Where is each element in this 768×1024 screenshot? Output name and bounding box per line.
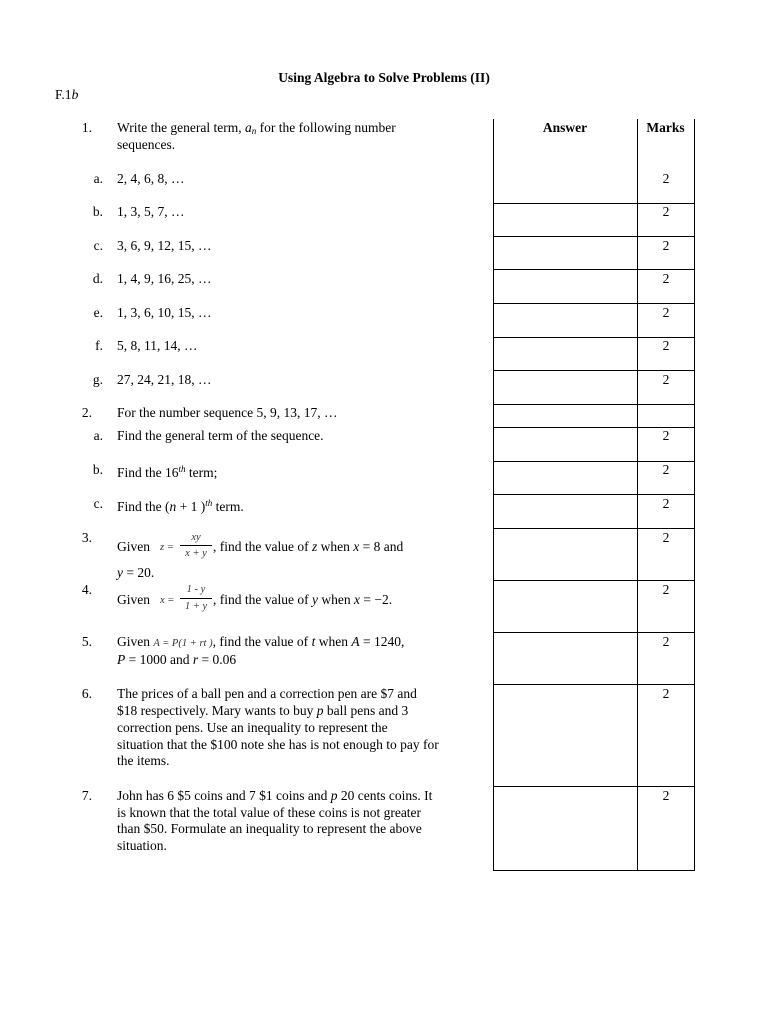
marks-value: 2 xyxy=(662,582,670,597)
term-symbol: a xyxy=(245,120,252,135)
marks-value: 2 xyxy=(662,462,670,477)
table-left-border xyxy=(493,119,494,871)
item-text-part: Find the ( xyxy=(117,499,170,514)
item-letter: b. xyxy=(92,204,103,219)
question-text-part: , find the value of xyxy=(212,634,312,649)
marks-value: 2 xyxy=(662,496,670,511)
formula-lhs: z = xyxy=(160,542,174,553)
formula-lhs: A = P xyxy=(153,638,179,649)
question-text xyxy=(213,538,403,555)
question-number: 7. xyxy=(81,788,92,803)
question-text-part: , find the value of xyxy=(213,539,312,554)
question-text-part: $18 respectively. Mary wants to buy xyxy=(117,703,317,718)
fraction-numerator: 1 - y xyxy=(186,584,206,595)
class-label xyxy=(55,86,78,103)
formula-paren: (1 + rt ) xyxy=(178,638,213,649)
question-text xyxy=(117,787,432,804)
question-text xyxy=(213,591,392,608)
marks-value: 2 xyxy=(662,204,670,219)
item-letter: c. xyxy=(93,238,103,253)
question-text-part: John has 6 $5 coins and 7 $1 coins and xyxy=(117,788,331,803)
item-text-part: + 1 ) xyxy=(176,499,206,514)
item-text: 5, 8, 11, 14, … xyxy=(117,338,198,353)
table-bottom-border xyxy=(493,870,695,871)
marks-value: 2 xyxy=(662,428,670,443)
question-text xyxy=(117,702,408,719)
question-text-part: = −2. xyxy=(359,592,393,607)
item-text xyxy=(117,461,217,481)
given-label: Given xyxy=(117,592,150,607)
variable: r xyxy=(192,652,199,667)
item-text-part: term. xyxy=(212,499,244,514)
variable: p xyxy=(330,788,338,803)
item-letter: c. xyxy=(93,496,103,511)
item-text: 27, 24, 21, 18, … xyxy=(117,372,212,387)
question-text-part: = 8 and xyxy=(359,539,404,554)
item-letter: a. xyxy=(93,428,103,443)
question-text-part: , find the value of xyxy=(213,592,312,607)
variable: n xyxy=(169,499,177,514)
ordinal-superscript: th xyxy=(178,464,186,474)
question-text: the items. xyxy=(117,753,170,768)
question-text-part: 20 cents coins. It xyxy=(337,788,433,803)
item-letter: f. xyxy=(95,338,103,353)
item-text: 3, 6, 9, 12, 15, … xyxy=(117,238,212,253)
item-text: 1, 3, 5, 7, … xyxy=(117,204,185,219)
question-text-part: when xyxy=(317,539,354,554)
item-text xyxy=(117,495,244,515)
item-letter: e. xyxy=(93,305,103,320)
question-prompt-line2: sequences. xyxy=(117,137,176,152)
marks-value: 2 xyxy=(662,634,670,649)
variable: t xyxy=(311,634,316,649)
question-text: is known that the total value of these coins is not greater xyxy=(117,805,422,820)
variable: p xyxy=(316,703,324,718)
marks-value: 2 xyxy=(662,686,670,701)
question-text-part: ball pens and 3 xyxy=(323,703,409,718)
given-label: Given xyxy=(117,539,150,554)
page-title: Using Algebra to Solve Problems (II) xyxy=(278,70,490,85)
class-label-suffix: b xyxy=(71,87,79,102)
question-number: 3. xyxy=(81,530,92,545)
question-text-part: = 20. xyxy=(123,565,155,580)
question-text: The prices of a ball pen and a correction pen are $7 and xyxy=(117,686,417,701)
item-text-part: Find the 16 xyxy=(117,465,179,480)
prompt-text: for the following number xyxy=(256,120,396,135)
fraction-bar xyxy=(180,598,212,599)
question-text-part: = 0.06 xyxy=(198,652,237,667)
question-text: than $50. Formulate an inequality to represent the above xyxy=(117,821,422,836)
marks-value: 2 xyxy=(662,171,670,186)
marks-value: 2 xyxy=(662,271,670,286)
fraction-denominator: 1 + y xyxy=(184,601,208,612)
prompt-text: Write the general term, xyxy=(117,120,246,135)
item-letter: a. xyxy=(93,171,103,186)
question-number: 1. xyxy=(81,120,92,135)
item-text-part: term; xyxy=(185,465,218,480)
item-letter: g. xyxy=(92,372,103,387)
question-number: 2. xyxy=(81,405,92,420)
question-text-part: = 1000 and xyxy=(125,652,193,667)
item-letter: d. xyxy=(92,271,103,286)
question-text-part: when xyxy=(317,592,354,607)
item-text: 1, 4, 9, 16, 25, … xyxy=(117,271,212,286)
fraction-numerator: xy xyxy=(191,532,201,543)
variable: P xyxy=(117,652,126,667)
marks-value: 2 xyxy=(662,372,670,387)
formula-lhs: x = xyxy=(160,595,175,606)
item-letter: b. xyxy=(92,462,103,477)
table-right-border xyxy=(694,119,695,871)
question-text-part: when xyxy=(315,634,352,649)
row-line xyxy=(493,404,695,405)
ordinal-superscript: th xyxy=(205,498,213,508)
variable: z xyxy=(311,539,318,554)
class-label-text: F.1 xyxy=(55,87,72,102)
marks-value: 2 xyxy=(662,788,670,803)
item-text: 1, 3, 6, 10, 15, … xyxy=(117,305,212,320)
marks-value: 2 xyxy=(662,238,670,253)
variable: x xyxy=(353,539,360,554)
variable: y xyxy=(117,565,123,580)
question-number: 5. xyxy=(81,634,92,649)
variable: x xyxy=(353,592,360,607)
item-text: Find the general term of the sequence. xyxy=(117,428,324,443)
question-text: situation. xyxy=(117,838,167,853)
variable: y xyxy=(311,592,318,607)
question-text-line2 xyxy=(117,564,154,581)
question-number: 6. xyxy=(81,686,92,701)
given-label: Given xyxy=(117,634,154,649)
question-prompt: For the number sequence 5, 9, 13, 17, … xyxy=(117,405,338,420)
marks-value: 2 xyxy=(662,338,670,353)
term-subscript: n xyxy=(251,126,257,136)
fraction-denominator: x + y xyxy=(185,548,207,559)
variable: A xyxy=(351,634,360,649)
question-text: situation that the $100 note she has is not enough to pay for xyxy=(117,737,439,752)
marks-header: Marks xyxy=(646,120,685,135)
question-number: 4. xyxy=(81,582,92,597)
answer-header: Answer xyxy=(542,120,588,135)
marks-value: 2 xyxy=(662,305,670,320)
question-text-part: = 1240, xyxy=(359,634,405,649)
question-text xyxy=(117,633,404,652)
question-text: correction pens. Use an inequality to represent the xyxy=(117,720,388,735)
table-divider xyxy=(637,119,638,871)
fraction-bar xyxy=(180,545,212,546)
question-text-line2 xyxy=(117,651,236,668)
marks-value: 2 xyxy=(662,530,670,545)
item-text: 2, 4, 6, 8, … xyxy=(117,171,185,186)
